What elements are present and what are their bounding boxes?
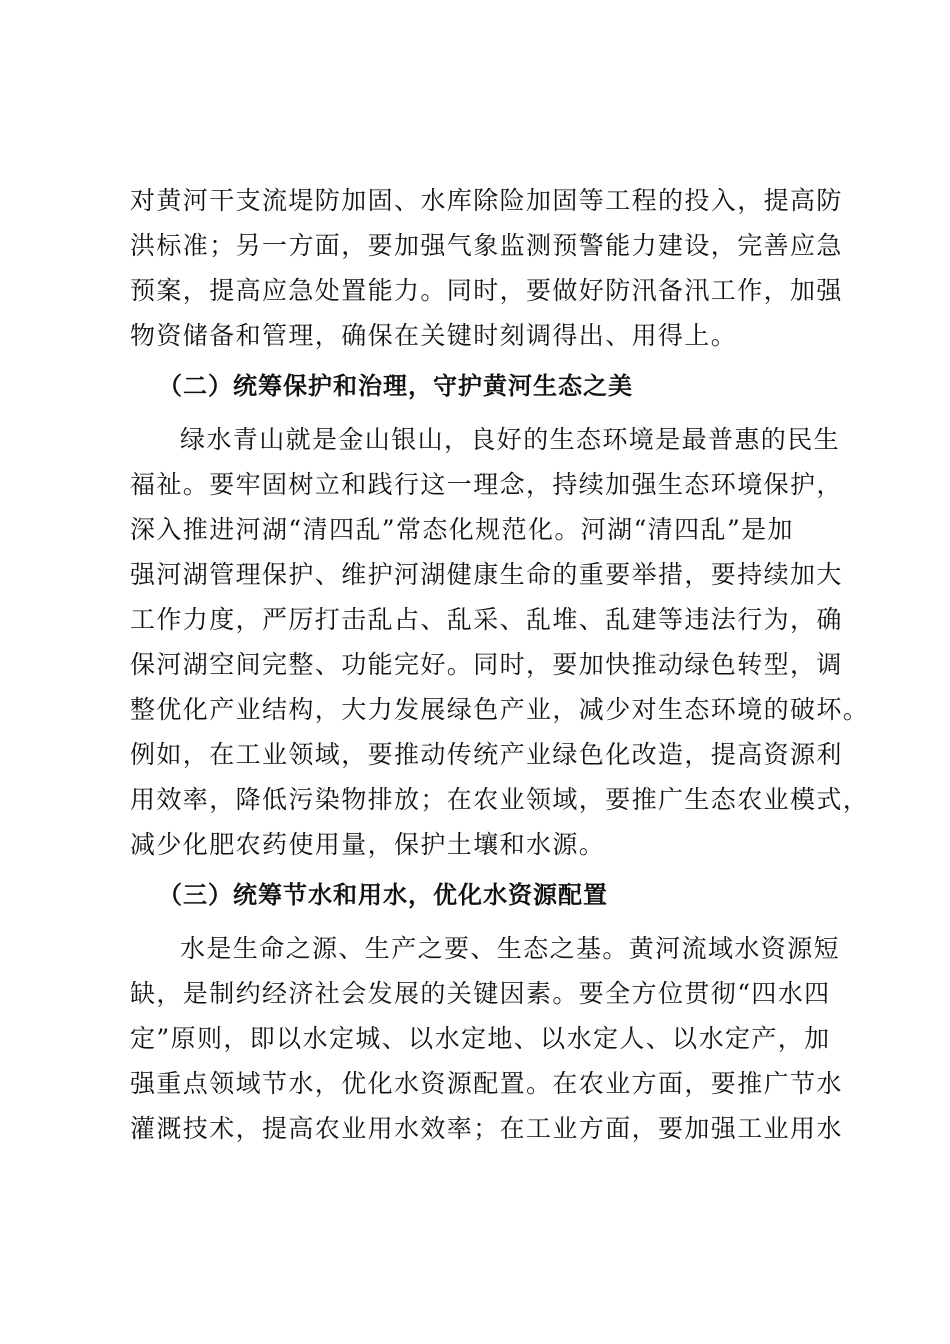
paragraph-line: 灌溉技术，提高农业用水效率；在工业方面，要加强工业用水: [130, 1114, 843, 1143]
paragraph-line: 预案，提高应急处置能力。同时，要做好防汛备汛工作，加强: [130, 276, 843, 305]
document-body: [130, 178, 870, 1151]
paragraph-line: 缺，是制约经济社会发展的关键因素。要全方位贯彻“四水四: [130, 979, 831, 1008]
paragraph-line: 水是生命之源、生产之要、生态之基。黄河流域水资源短: [180, 934, 841, 963]
section-heading-3: （三）统筹节水和用水，优化水资源配置: [158, 881, 608, 909]
paragraph-line: 整优化产业结构，大力发展绿色产业，减少对生态环境的破坏。: [130, 695, 870, 724]
paragraph-line: 深入推进河湖“清四乱”常态化规范化。河湖“清四乱”是加: [130, 515, 794, 544]
paragraph-line: 对黄河干支流堤防加固、水库除险加固等工程的投入，提高防: [130, 186, 843, 215]
paragraph-line: 工作力度，严厉打击乱占、乱采、乱堆、乱建等违法行为，确: [130, 605, 843, 634]
paragraph-line: 福祉。要牢固树立和践行这一理念，持续加强生态环境保护，: [130, 470, 843, 499]
paragraph-line: 保河湖空间完整、功能完好。同时，要加快推动绿色转型，调: [130, 650, 843, 679]
paragraph-flood-control: [130, 178, 850, 358]
paragraph-line: 绿水青山就是金山银山，良好的生态环境是最普惠的民生: [180, 425, 841, 454]
paragraph-line: 例如，在工业领域，要推动传统产业绿色化改造，提高资源利: [130, 740, 843, 769]
paragraph-line: 用效率，降低污染物排放；在农业领域，要推广生态农业模式，: [130, 785, 870, 814]
paragraph-line: 减少化肥农药使用量，保护土壤和水源。: [130, 830, 606, 859]
paragraph-line: 物资储备和管理，确保在关键时刻调得出、用得上。: [130, 321, 738, 350]
paragraph-ecology: [130, 417, 870, 867]
section-heading-2: （二）统筹保护和治理，守护黄河生态之美: [158, 372, 633, 400]
paragraph-line: 强重点领域节水，优化水资源配置。在农业方面，要推广节水: [130, 1069, 843, 1098]
paragraph-line: 强河湖管理保护、维护河湖健康生命的重要举措，要持续加大: [130, 560, 843, 589]
paragraph-line: 洪标准；另一方面，要加强气象监测预警能力建设，完善应急: [130, 231, 843, 260]
paragraph-line: 定”原则，即以水定城、以水定地、以水定人、以水定产，加: [130, 1024, 831, 1053]
paragraph-water-resources: [130, 926, 850, 1151]
